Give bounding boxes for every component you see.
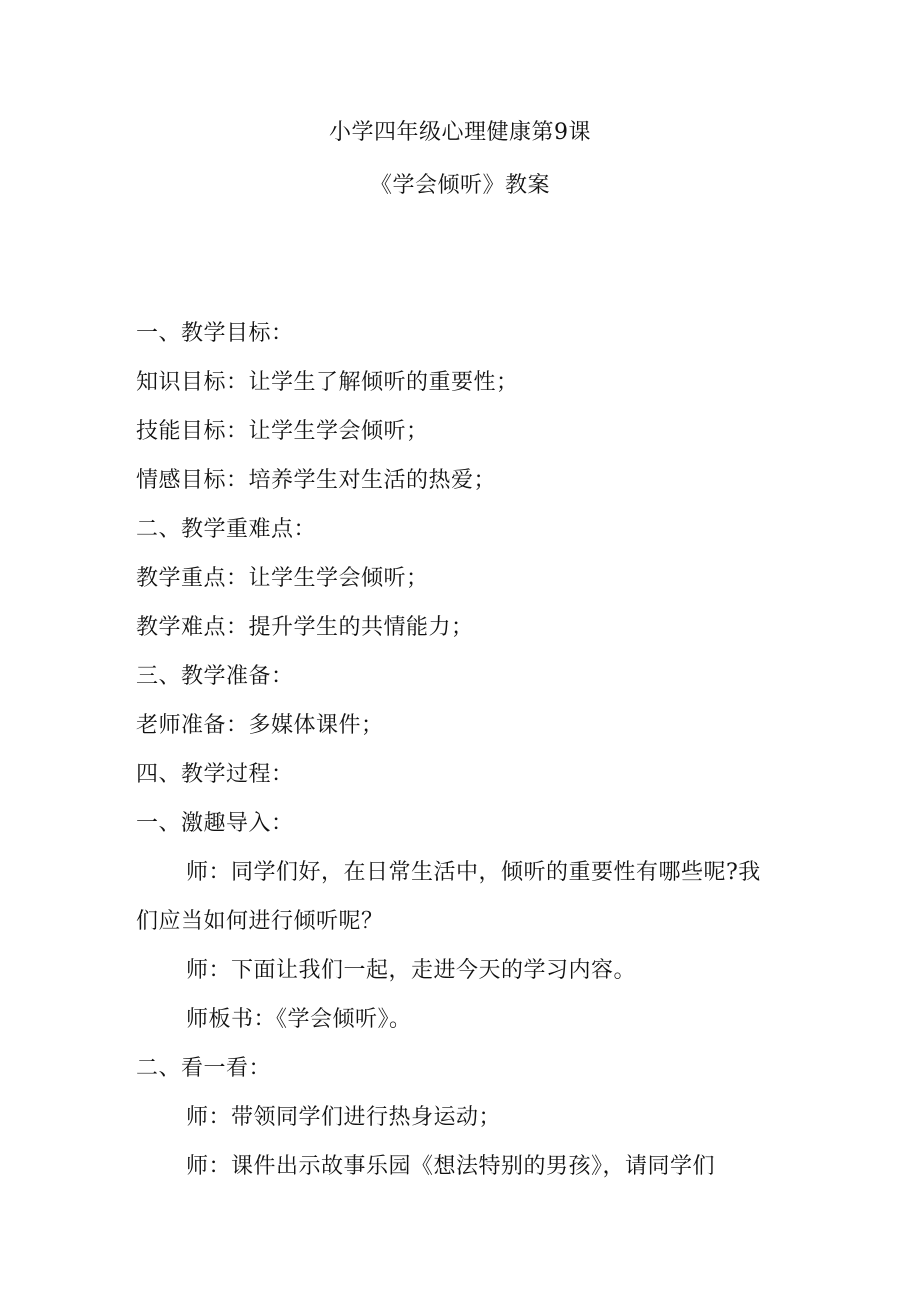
- paragraph-line: 师：同学们好，在日常生活中，倾听的重要性有哪些呢?我: [186, 860, 761, 885]
- paragraph-line: 师：下面让我们一起，走进今天的学习内容。: [186, 958, 637, 983]
- emotion-objective: 情感目标：培养学生对生活的热爱；: [136, 468, 497, 493]
- paragraph-line: 师：带领同学们进行热身运动；: [186, 1105, 502, 1130]
- paragraph-line: 师板书：《学会倾听》。: [186, 1007, 412, 1032]
- section-heading-objectives: 一、教学目标：: [136, 321, 294, 346]
- paragraph-line: 师：课件出示故事乐园《想法特别的男孩》，请同学们: [186, 1154, 716, 1179]
- key-point: 教学重点：让学生学会倾听；: [136, 566, 429, 591]
- step-heading-look: 二、看一看：: [136, 1056, 272, 1081]
- teacher-preparation: 老师准备：多媒体课件；: [136, 713, 384, 738]
- skill-objective: 技能目标：让学生学会倾听；: [136, 419, 429, 444]
- difficult-point: 教学难点：提升学生的共情能力；: [136, 615, 474, 640]
- section-heading-preparation: 三、教学准备：: [136, 664, 294, 689]
- step-heading-introduction: 一、激趣导入：: [136, 811, 294, 836]
- document-title: 小学四年级心理健康第9课: [329, 120, 591, 145]
- knowledge-objective: 知识目标：让学生了解倾听的重要性；: [136, 370, 519, 395]
- paragraph-line: 们应当如何进行倾听呢？: [136, 909, 384, 934]
- section-heading-process: 四、教学过程：: [136, 762, 294, 787]
- document-subtitle: 《学会倾听》教案: [369, 173, 550, 198]
- section-heading-key-points: 二、教学重难点：: [136, 517, 317, 542]
